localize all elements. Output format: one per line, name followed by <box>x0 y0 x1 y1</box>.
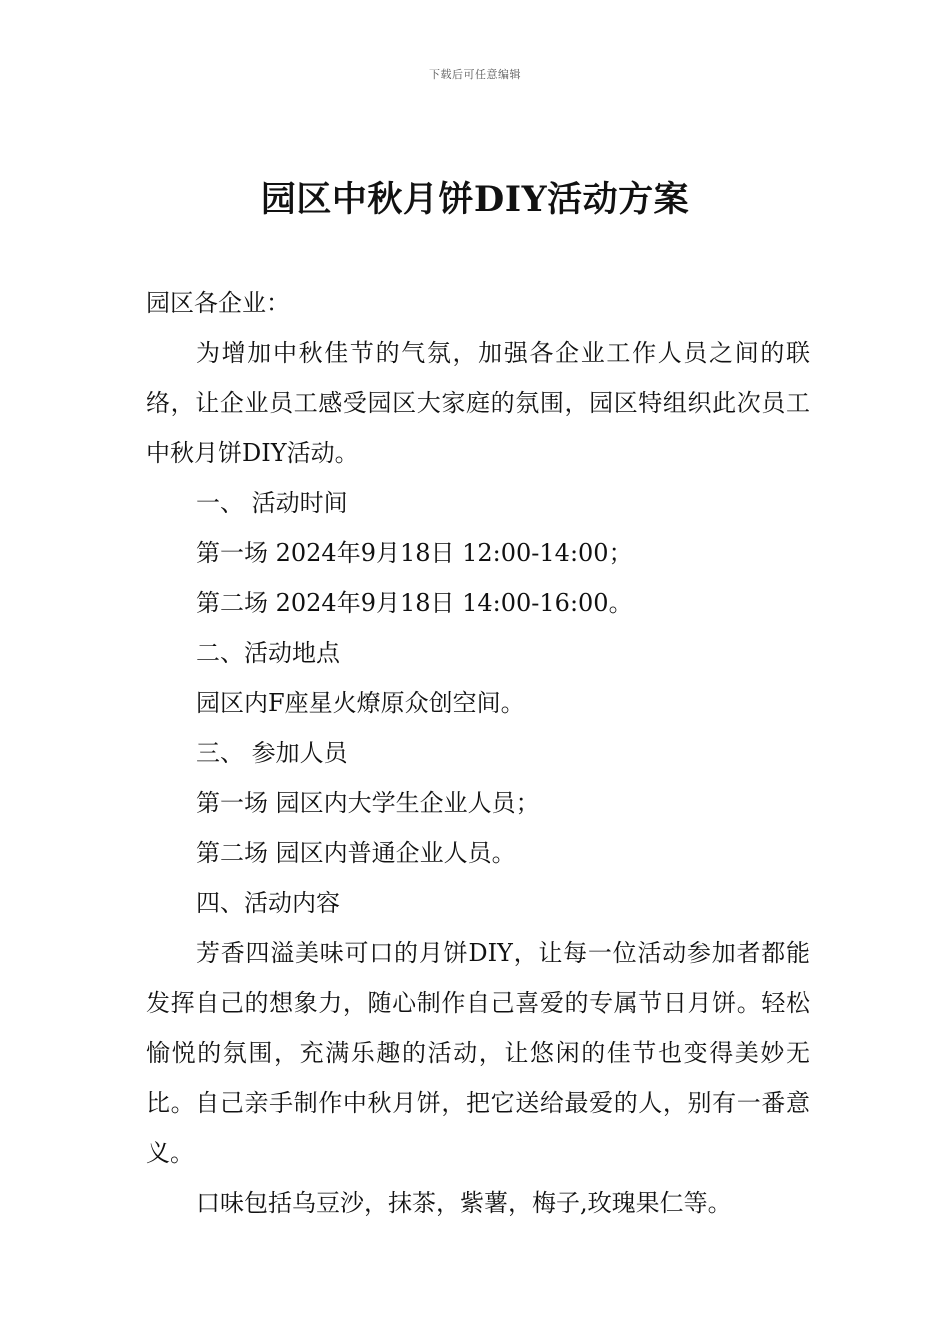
section-heading-participants: 三、 参加人员 <box>196 739 348 767</box>
content-paragraph: 芳香四溢美味可口的月饼DIY，让每一位活动参加者都能发挥自己的想象力，随心制作自己喜爱的专属节日月饼。轻松愉悦的氛围，充满乐趣的活动，让悠闲的佳节也变得美妙无比。自己亲手制作中秋月饼，把它送给最爱的人，别有一番意义。 <box>146 939 810 1167</box>
intro-paragraph: 为增加中秋佳节的气氛，加强各企业工作人员之间的联络，让企业员工感受园区大家庭的氛围，园区特组织此次员工中秋月饼DIY活动。 <box>146 339 810 467</box>
salutation: 园区各企业： <box>146 289 290 317</box>
flavors-line: 口味包括乌豆沙，抹茶，紫薯，梅子,玫瑰果仁等。 <box>196 1189 732 1217</box>
section-heading-time: 一、 活动时间 <box>196 489 348 517</box>
document-body <box>146 278 810 1228</box>
document-title: 园区中秋月饼DIY活动方案 <box>260 179 690 220</box>
section-heading-content: 四、活动内容 <box>196 889 340 917</box>
participants-line-1: 第一场 园区内大学生企业人员； <box>196 789 540 817</box>
section-heading-location: 二、活动地点 <box>196 639 340 667</box>
participants-line-2: 第二场 园区内普通企业人员。 <box>196 839 516 867</box>
header-note: 下载后可任意编辑 <box>429 68 521 81</box>
time-line-1: 第一场 2024年9月18日 12:00-14:00； <box>196 539 633 567</box>
location-line: 园区内F座星火燎原众创空间。 <box>196 689 525 717</box>
time-line-2: 第二场 2024年9月18日 14:00-16:00。 <box>196 589 633 617</box>
